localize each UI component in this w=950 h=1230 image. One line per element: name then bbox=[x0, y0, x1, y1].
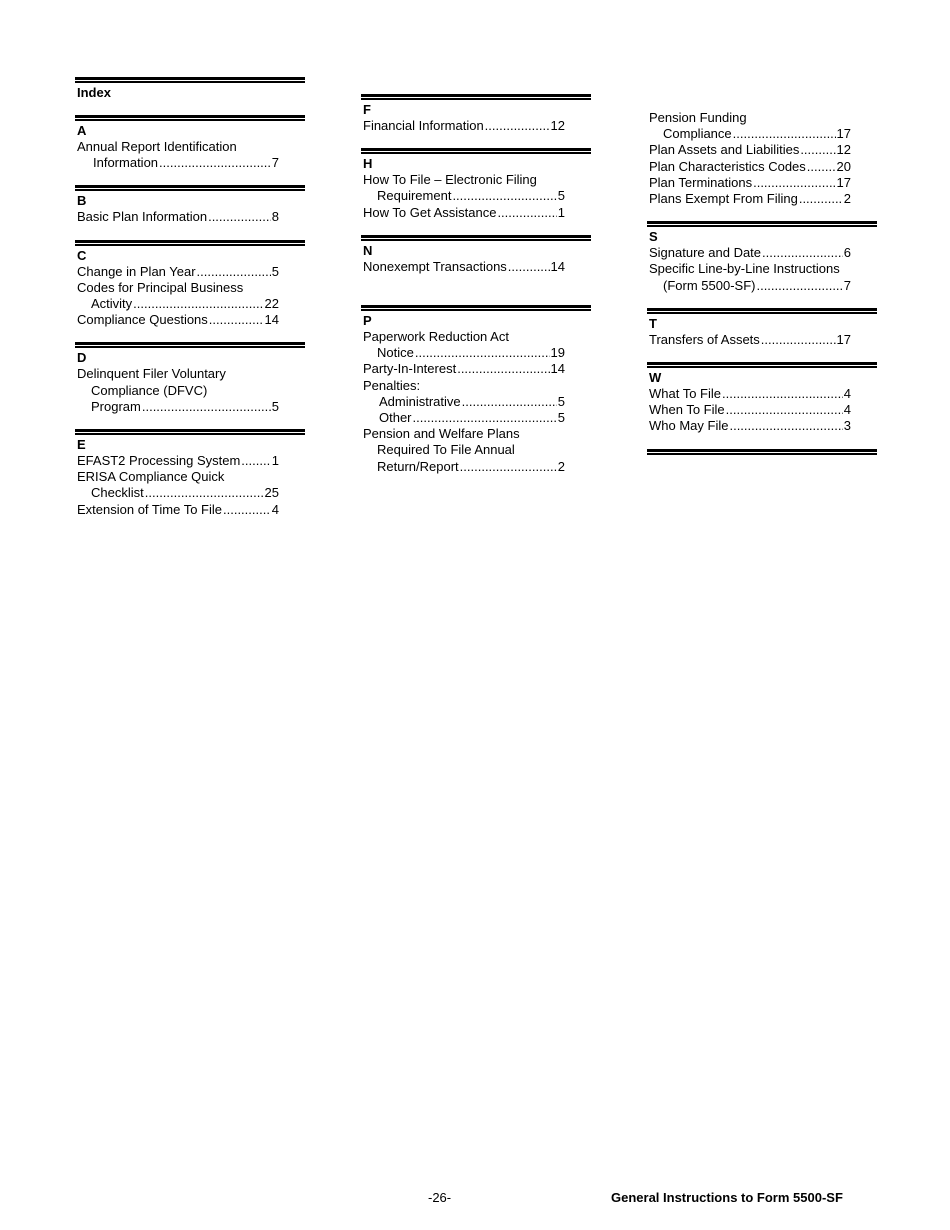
index-entry-paperwork: Paperwork Reduction Act Notice ..... 19 bbox=[361, 329, 591, 361]
double-rule bbox=[647, 308, 877, 314]
page-number: 3 bbox=[843, 418, 851, 434]
index-entry-pension-welfare: Pension and Welfare Plans Required To File Annual Return/Report ..... 2 bbox=[361, 426, 591, 475]
index-entry-nonexempt: Nonexempt Transactions ..... 14 bbox=[361, 259, 591, 275]
index-entry-transfers: Transfers of Assets ..... 17 bbox=[647, 332, 877, 348]
double-rule bbox=[75, 342, 305, 348]
index-entry-plan-terminations: Plan Terminations ..... 17 bbox=[647, 175, 877, 191]
index-entry-efast2: EFAST2 Processing System ..... 1 bbox=[75, 453, 305, 469]
section-letter-b: B bbox=[77, 193, 87, 209]
page-number: 20 bbox=[836, 158, 851, 174]
index-entry-change-plan-year: Change in Plan Year ..... 5 bbox=[75, 264, 305, 280]
index-entry-when-to-file: When To File ..... 4 bbox=[647, 402, 877, 418]
page-number: 2 bbox=[843, 191, 851, 207]
page-number: 7 bbox=[271, 155, 279, 171]
page-number: 7 bbox=[843, 277, 851, 293]
double-rule bbox=[361, 305, 591, 311]
page-number: 5 bbox=[557, 410, 565, 426]
double-rule bbox=[647, 362, 877, 368]
double-rule bbox=[75, 185, 305, 191]
footer-page-number: -26- bbox=[428, 1190, 452, 1205]
page-number: 12 bbox=[550, 118, 565, 133]
index-entry-basic-plan: Basic Plan Information ..... 8 bbox=[75, 209, 305, 225]
section-letter-t: T bbox=[649, 315, 657, 331]
index-entry-who-may-file: Who May File ..... 3 bbox=[647, 418, 877, 434]
page-number: 17 bbox=[836, 174, 851, 190]
index-entry-extension: Extension of Time To File ..... 4 bbox=[75, 502, 305, 518]
index-entry-codes-business: Codes for Principal Business Activity ..... 22 bbox=[75, 280, 305, 312]
footer-document-title: General Instructions to Form 5500-SF bbox=[611, 1190, 843, 1205]
page-number: 1 bbox=[271, 453, 279, 469]
page-number: 8 bbox=[271, 209, 279, 225]
page-number: 22 bbox=[264, 296, 279, 312]
page-number: 19 bbox=[550, 345, 565, 361]
section-letter-n: N bbox=[363, 242, 373, 258]
index-entry-party-in-interest: Party-In-Interest ..... 14 bbox=[361, 361, 591, 377]
double-rule bbox=[75, 115, 305, 121]
page-number: 17 bbox=[836, 126, 851, 142]
section-letter-s: S bbox=[649, 229, 658, 245]
page-number: 4 bbox=[271, 501, 279, 517]
index-entry-dfvc: Delinquent Filer Voluntary Compliance (DFVC) Program ..... 5 bbox=[75, 366, 305, 415]
double-rule bbox=[647, 221, 877, 227]
section-letter-d: D bbox=[77, 350, 87, 366]
section-letter-h: H bbox=[363, 156, 373, 172]
index-entry-how-to-file: How To File – Electronic Filing Requirement ..... 5 bbox=[361, 172, 591, 204]
double-rule bbox=[647, 449, 877, 455]
page-number: 12 bbox=[836, 142, 851, 158]
section-letter-c: C bbox=[77, 247, 87, 263]
section-letter-f: F bbox=[363, 102, 371, 117]
page-number: 2 bbox=[557, 458, 565, 474]
index-entry-annual-report: Annual Report Identification Information ..... 7 bbox=[75, 139, 305, 171]
double-rule bbox=[75, 240, 305, 246]
index-entry-specific-instructions: Specific Line-by-Line Instructions (Form 5500-SF) ..... 7 bbox=[647, 261, 877, 293]
page-number: 5 bbox=[557, 188, 565, 204]
index-column-2 bbox=[361, 94, 591, 475]
page-number: 25 bbox=[264, 485, 279, 501]
index-entry-what-to-file: What To File ..... 4 bbox=[647, 386, 877, 402]
index-entry-pension-funding: Pension Funding Compliance ..... 17 bbox=[647, 110, 877, 142]
page-number: 17 bbox=[836, 331, 851, 347]
page-number: 6 bbox=[843, 245, 851, 261]
section-letter-w: W bbox=[649, 370, 662, 386]
page-number: 5 bbox=[271, 263, 279, 279]
index-entry-compliance-questions: Compliance Questions ..... 14 bbox=[75, 312, 305, 328]
index-entry-penalties: Penalties: Administrative ..... 5 Other ..... 5 bbox=[361, 378, 591, 427]
double-rule bbox=[361, 94, 591, 100]
index-entry-plan-characteristics: Plan Characteristics Codes ..... 20 bbox=[647, 159, 877, 175]
index-column-1 bbox=[75, 77, 305, 518]
double-rule bbox=[75, 429, 305, 435]
page-number: 5 bbox=[271, 398, 279, 414]
page-number: 1 bbox=[557, 204, 565, 220]
section-letter-p: P bbox=[363, 313, 372, 329]
page-number: 14 bbox=[264, 312, 279, 328]
index-entry-erisa-checklist: ERISA Compliance Quick Checklist ..... 25 bbox=[75, 469, 305, 501]
index-entry-financial: Financial Information ..... 12 bbox=[361, 118, 591, 134]
page-number: 14 bbox=[550, 361, 565, 377]
section-letter-e: E bbox=[77, 437, 86, 453]
double-rule bbox=[361, 148, 591, 154]
double-rule bbox=[75, 77, 305, 83]
index-entry-plan-assets: Plan Assets and Liabilities ..... 12 bbox=[647, 142, 877, 158]
index-title: Index bbox=[77, 85, 111, 100]
index-entry-signature: Signature and Date ..... 6 bbox=[647, 245, 877, 261]
page-number: 4 bbox=[843, 402, 851, 418]
double-rule bbox=[361, 235, 591, 241]
index-entry-plans-exempt: Plans Exempt From Filing ..... 2 bbox=[647, 191, 877, 207]
page-number: 4 bbox=[843, 386, 851, 402]
index-entry-assistance: How To Get Assistance ..... 1 bbox=[361, 205, 591, 221]
index-column-3 bbox=[647, 110, 877, 457]
section-letter-a: A bbox=[77, 123, 87, 138]
page-number: 5 bbox=[557, 393, 565, 409]
page-number: 14 bbox=[550, 258, 565, 274]
